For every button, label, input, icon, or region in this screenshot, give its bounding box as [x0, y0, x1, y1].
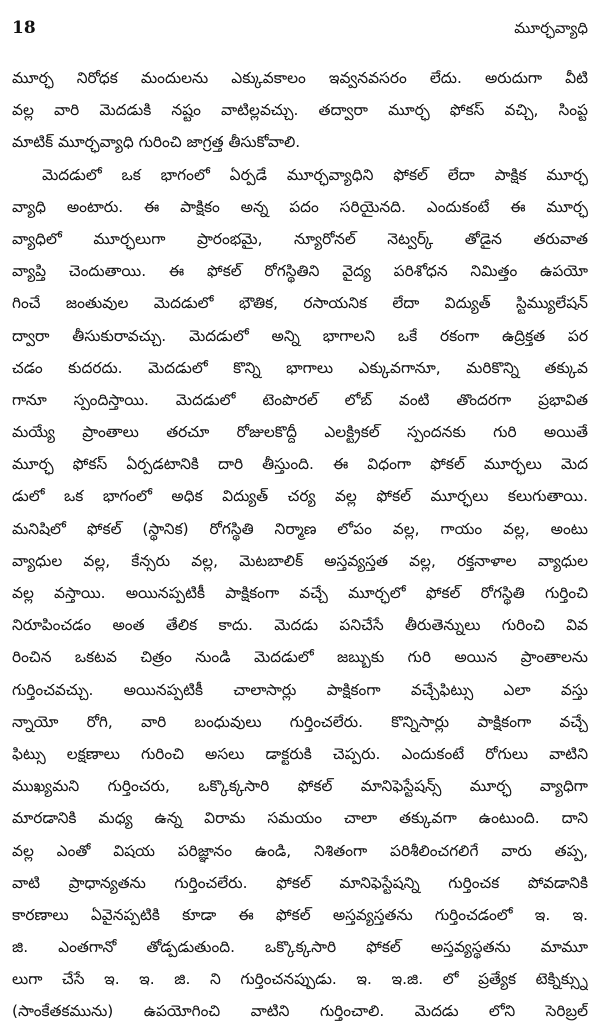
text-line: మయ్యే ప్రాంతాలు తరచూ రోజులకొద్దీ ఎలక్ట్రికల్ స్పందనకు గురి అయితే — [12, 423, 588, 442]
text-line: వ్యాధి అంటారు. ఈ పాక్షికం అన్న పదం సరియైనది. ఎందుకంటే ఈ మూర్ఛ — [12, 197, 588, 216]
text-line: రించిన ఒకటవ చిత్రం నుండి మెదడులో జబ్బుకు గురి అయిన ప్రాంతాలను — [12, 648, 588, 667]
text-line: చడం కుదరదు. మెదడులో కొన్ని భాగాలు ఎక్కువగానూ, మరికొన్ని తక్కువ — [12, 358, 588, 377]
text-line: లుగా చేసే ఇ. ఇ. జి. ని గుర్తించనప్పుడు. ఇ. ఇ.జి. లో ప్రత్యేక టెక్నిక్స్ను — [12, 970, 588, 989]
text-line: కారణాలు ఏవైనప్పటికి కూడా ఈ ఫోకల్ అస్తవ్యస్తతను గుర్తించడంలో ఇ. ఇ. — [12, 905, 588, 924]
running-title: మూర్ఛవ్యాధి — [514, 19, 588, 37]
text-line: జి. ఎంతగానో తోడ్పడుతుంది. ఒక్కొక్కసారి ఫోకల్ అస్తవ్యస్థతను మామూ — [12, 938, 588, 957]
text-line: వాటి ప్రాధాన్యతను గుర్తించలేరు. ఫోకల్ మానిఫెస్టేషన్ని గుర్తించక పోవడానికి — [12, 873, 588, 892]
text-line: గానూ స్పందిస్తాయి. మెదడులో టెంపొరల్ లోబ్ వంటి తొందరగా ప్రభావిత — [12, 390, 588, 409]
text-line: గించే జంతువుల మెదడులో భౌతిక, రసాయనిక లేదా విద్యుత్ స్టిమ్యులేషన్ — [12, 294, 588, 313]
text-line: మారడానికి మధ్య ఉన్న విరామ సమయం చాలా తక్కువగా ఉంటుంది. దాని — [12, 809, 588, 828]
text-line: డులో ఒక భాగంలో అధిక విద్యుత్ చర్య వల్ల ఫోకల్ మూర్ఛలు కలుగుతాయి. — [12, 487, 588, 506]
page-header — [12, 18, 588, 54]
text-line: వ్యాధిలో మూర్ఛలుగా ప్రారంభమై, న్యూరోనల్ నెట్వర్క్ తోడైన తరువాత — [12, 229, 588, 248]
text-line: ద్వారా తీసుకురావచ్చు. మెదడులో అన్ని భాగాలని ఒకే రకంగా ఉద్రిక్తత పర — [12, 326, 588, 345]
text-line: మెదడులో ఒక భాగంలో ఏర్పడే మూర్ఛవ్యాధిని ఫోకల్ లేదా పాక్షిక మూర్ఛ — [42, 165, 588, 184]
text-line: మూర్ఛ నిరోధక మందులను ఎక్కువకాలం ఇవ్వనవసరం లేదు. అరుదుగా వీటి — [12, 69, 588, 87]
body-text — [12, 62, 588, 1028]
text-line: వ్యాధుల వల్ల, కేన్సరు వల్ల, మెటబాలిక్ అస్తవ్యస్తత వల్ల, రక్తనాళాల వ్యాధుల — [12, 551, 588, 570]
text-line: మనిషిలో ఫోకల్ (స్థానిక) రోగస్థితి నిర్మాణ లోపం వల్ల, గాయం వల్ల, అంటు — [12, 519, 588, 538]
text-line: మూర్ఛ ఫోకస్ ఏర్పడటానికి దారి తీస్తుంది. ఈ విధంగా ఫోకల్ మూర్ఛలు మెద — [12, 455, 588, 474]
text-line: వల్ల ఎంతో విషయ పరిజ్ఞానం ఉండి, నిశితంగా పరిశీలించగలిగే వారు తప్ప, — [12, 841, 588, 860]
text-line: న్నాయో రోగి, వారి బంధువులు గుర్తించలేరు. కొన్నిసార్లు పాక్షికంగా వచ్చే — [12, 712, 588, 731]
text-line: (సాంకేతకమును) ఉపయోగించి వాటిని గుర్తించాలి. మెదడు లోని సెరిబ్రల్ — [12, 1002, 588, 1021]
text-line: వ్యాప్తి చెందుతాయి. ఈ ఫోకల్ రోగస్థితిని వైద్య పరిశోధన నిమిత్తం ఉపయో — [12, 262, 588, 281]
text-line: మాటిక్ మూర్ఛవ్యాధి గురించి జాగ్రత్త తీసుకోవాలి. — [12, 133, 301, 152]
text-line: ఫిట్సు లక్షణాలు గురించి అసలు డాక్టరుకి చెప్పరు. ఎందుకంటే రోగులు వాటిని — [12, 744, 588, 763]
text-line: గుర్తించవచ్చు. అయినప్పటికీ చాలాసార్లు పాక్షికంగా వచ్చేఫిట్సు ఎలా వస్తు — [12, 680, 588, 699]
text-line: నిరూపించడం అంత తేలిక కాదు. మెదడు పనిచేసే తీరుతెన్నులు గురించి వివ — [12, 616, 588, 635]
text-line: ముఖ్యమని గుర్తించరు, ఒక్కొక్కసారి ఫోకల్ మానిఫెస్టేషన్స్ మూర్ఛ వ్యాధిగా — [12, 777, 588, 796]
page-number: 18 — [12, 18, 36, 38]
text-line: వల్ల వస్తాయి. అయినప్పటికీ పాక్షికంగా వచ్చే మూర్ఛలో ఫోకల్ రోగస్థితి గుర్తించి — [12, 584, 588, 602]
text-line: వల్ల వారి మెదడుకి నష్టం వాటిల్లవచ్చు. తద్వారా మూర్ఛ ఫోకస్ వచ్చి, సింప్ట — [12, 101, 588, 120]
